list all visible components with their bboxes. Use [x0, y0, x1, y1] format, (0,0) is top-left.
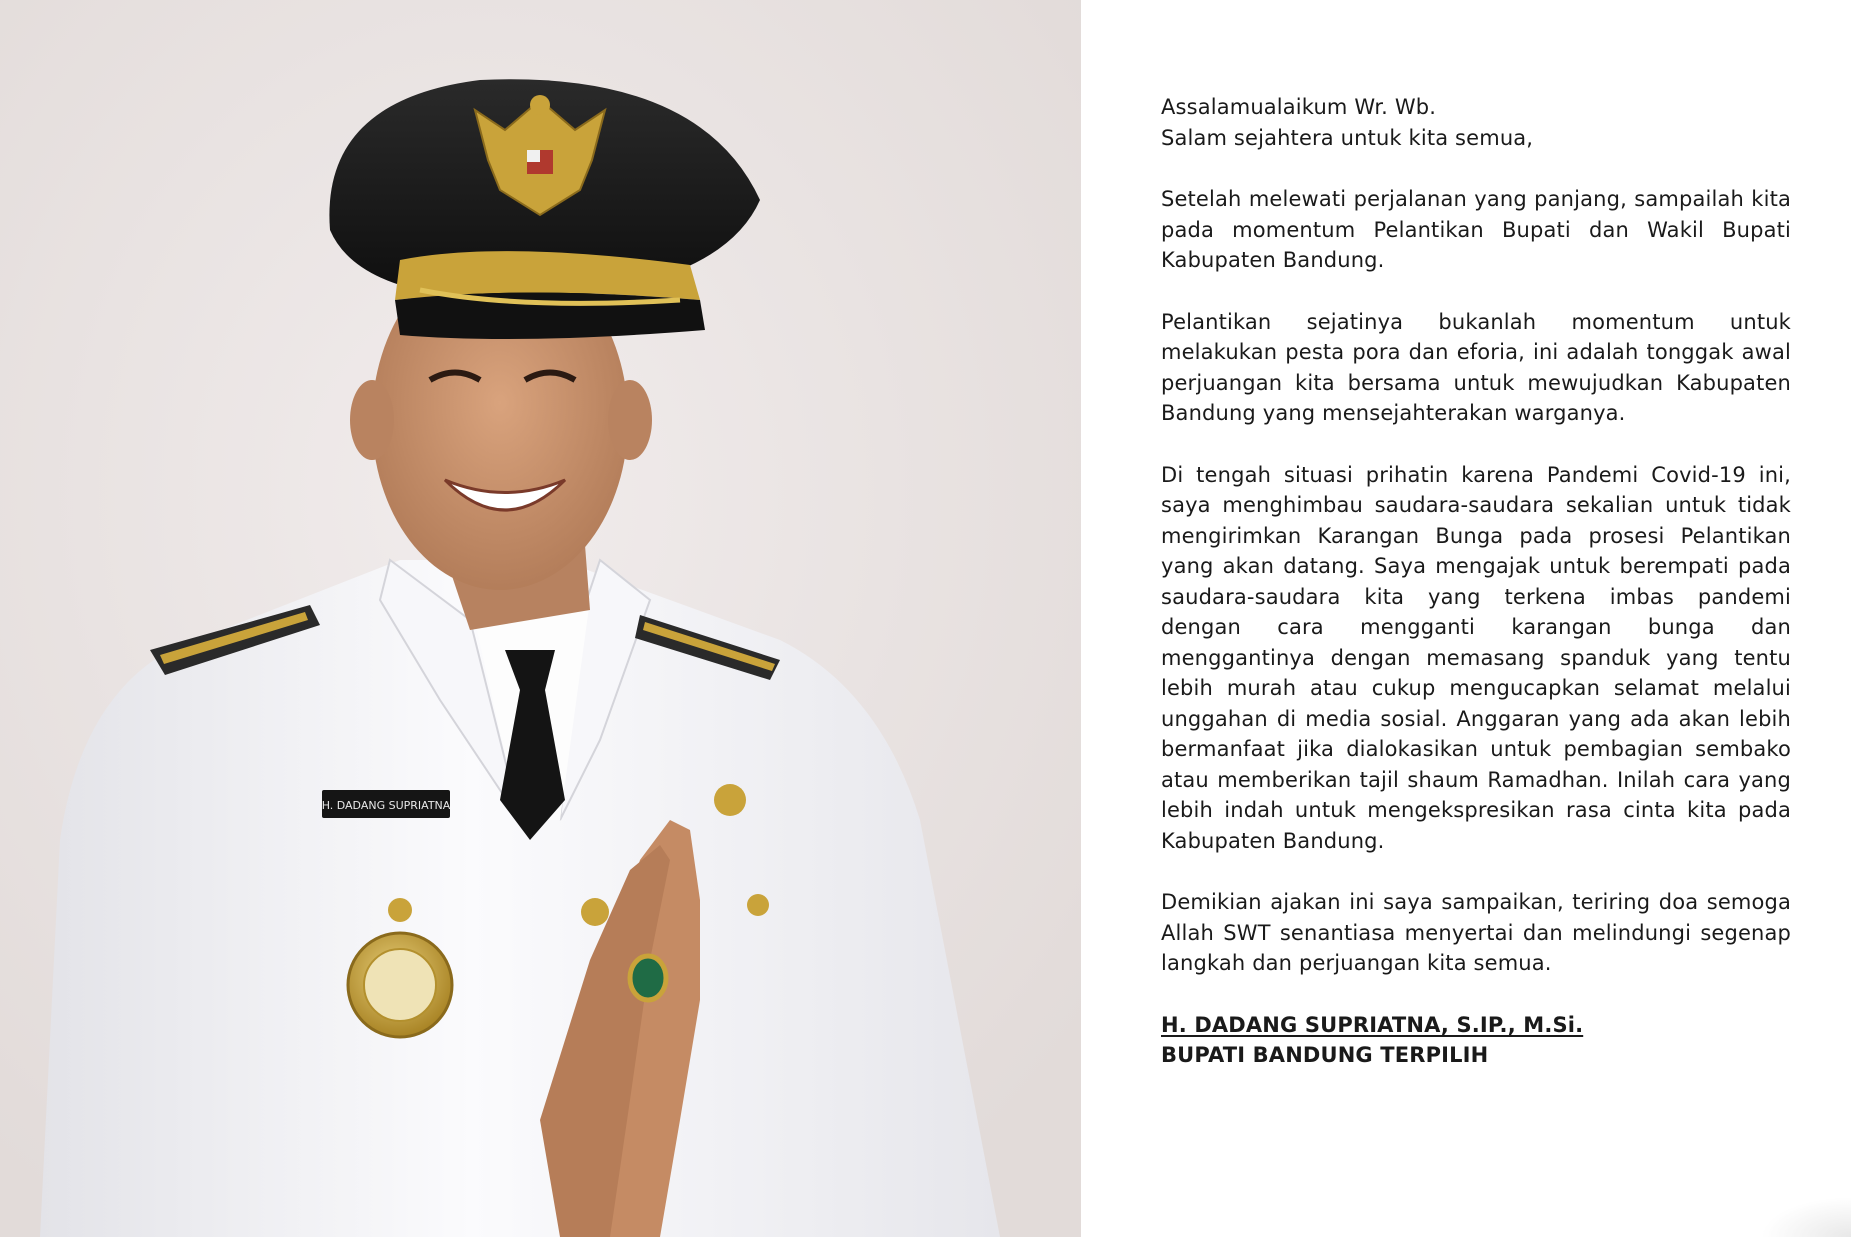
greeting-line: Salam sejahtera untuk kita semua,	[1161, 125, 1534, 150]
greeting-line: Assalamualaikum Wr. Wb.	[1161, 95, 1437, 119]
paragraph: Demikian ajakan ini saya sampaikan, teriring doa semoga Allah SWT senantiasa menyertai dan melindungi segenap langkah dan perjuangan kita semua.	[1161, 890, 1791, 975]
svg-text:H. DADANG SUPRIATNA: H. DADANG SUPRIATNA	[321, 799, 451, 812]
signature-title: BUPATI BANDUNG TERPILIH	[1161, 1043, 1489, 1067]
greeting	[1161, 92, 1791, 153]
letter-text	[1161, 92, 1791, 1071]
paragraph: Setelah melewati perjalanan yang panjang, sampailah kita pada momentum Pelantikan Bupati dan Wakil Bupati Kabupaten Bandung.	[1161, 187, 1791, 272]
signature-name: H. DADANG SUPRIATNA, S.IP., M.Si.	[1161, 1012, 1584, 1037]
button-icon	[747, 894, 769, 916]
name-badge	[322, 790, 451, 818]
paragraph: Di tengah situasi prihatin karena Pandemi Covid-19 ini, saya menghimbau saudara-saudara sekalian untuk tidak mengirimkan Karangan Bunga pada prosesi Pelantikan yang akan datang. Saya mengajak untuk berempati pada saudara-saudara kita yang terkena imbas pandemi dengan cara mengganti karangan bunga dan menggantinya dengan memasang spanduk yang tentu lebih murah atau cukup mengucapkan selamat melalui unggahan di media sosial. Anggaran yang ada akan lebih bermanfaat jika dialokasikan untuk pembagian sembako atau memberikan tajil shaum Ramadhan. Inilah cara yang lebih indah untuk mengekspresikan rasa cinta kita pada Kabupaten Bandung.	[1161, 462, 1791, 853]
corner-shadow	[1761, 1197, 1851, 1237]
paragraph: Pelantikan sejatinya bukanlah momentum untuk melakukan pesta pora dan eforia, ini adalah tonggak awal perjuangan kita bersama untuk mewujudkan Kabupaten Bandung yang mensejahterakan warganya.	[1161, 309, 1791, 425]
ear-left	[350, 380, 394, 460]
letter-panel	[1081, 0, 1851, 1237]
button-icon	[581, 898, 609, 926]
ear-right	[608, 380, 652, 460]
signature-block	[1161, 1010, 1791, 1071]
button-icon	[714, 784, 746, 816]
ring-icon	[630, 956, 666, 1000]
